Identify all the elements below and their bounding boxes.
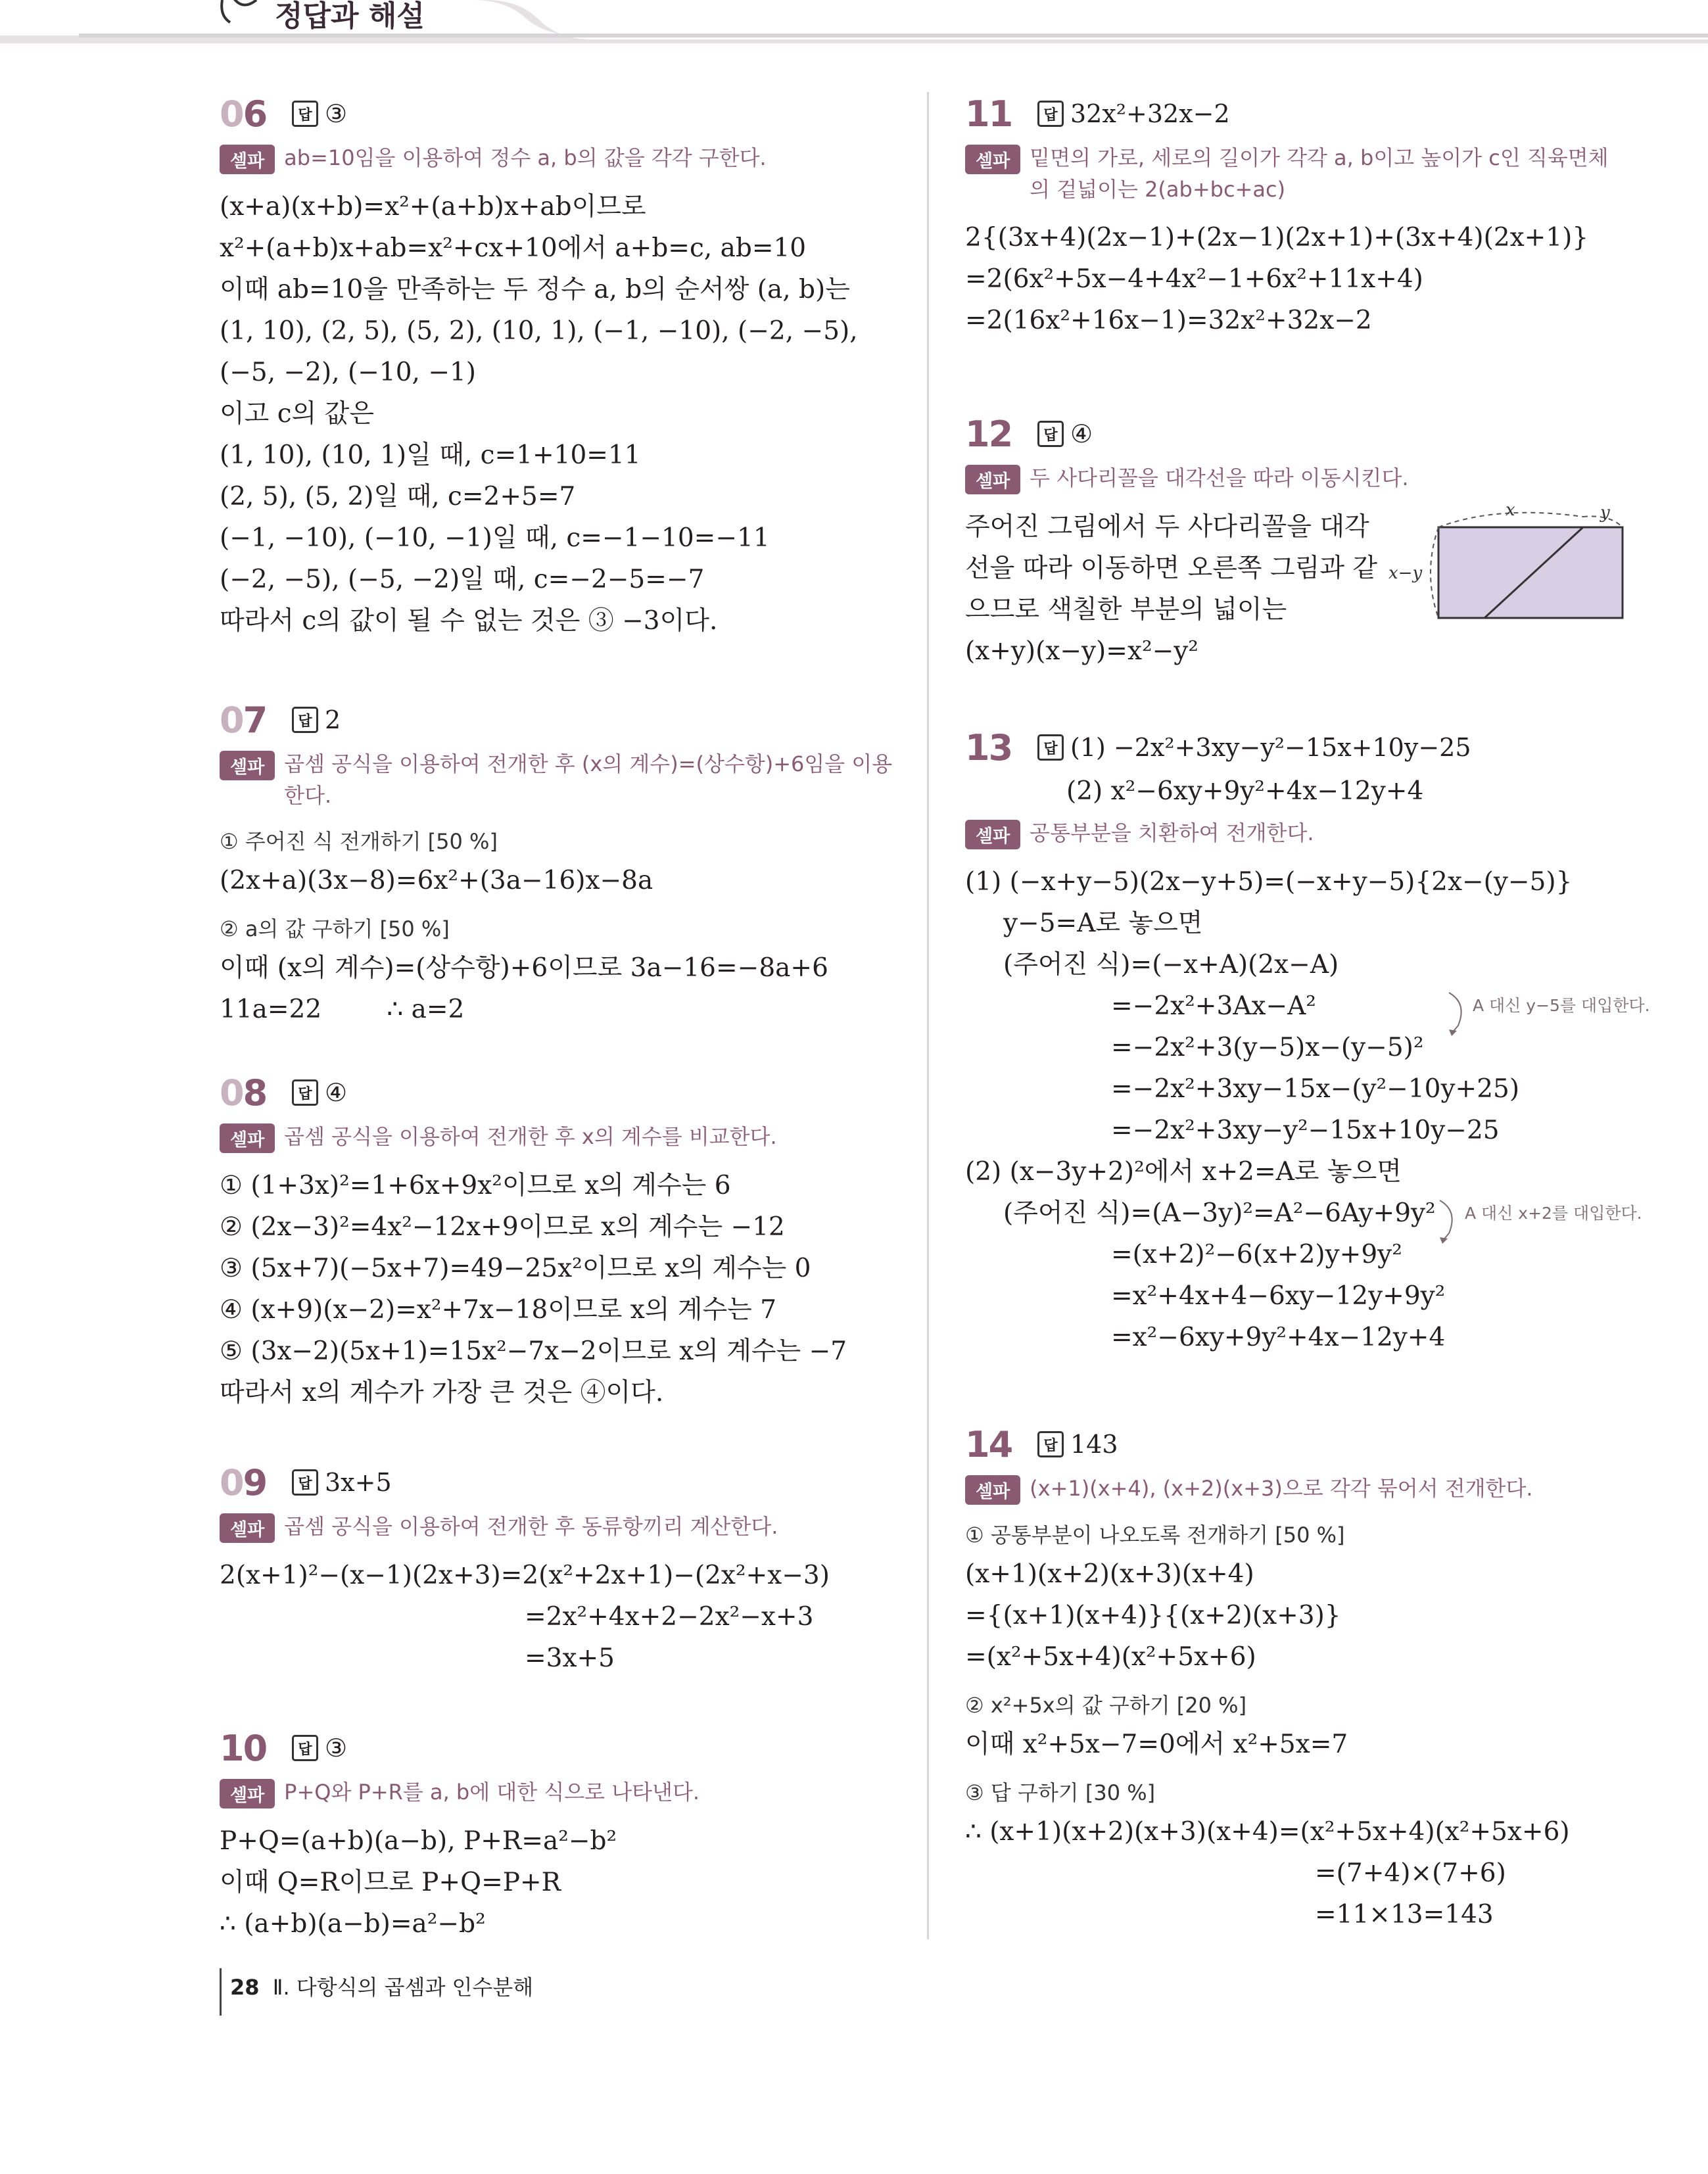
grading-step: ② a의 값 구하기 [50 %] xyxy=(220,916,450,941)
solution-line: (x+y)(x−y)=x²−y² xyxy=(965,636,1198,666)
problem-07 xyxy=(220,697,903,1030)
solution-line: =(x²+5x+4)(x²+5x+6) xyxy=(965,1642,1256,1672)
solution-line: 선을 따라 이동하면 오른쪽 그림과 같 xyxy=(965,554,1378,583)
solution-line: (−5, −2), (−10, −1) xyxy=(220,358,477,387)
problem-12 xyxy=(965,411,1649,672)
solution-line: (1) (−x+y−5)(2x−y+5)=(−x+y−5){2x−(y−5)} xyxy=(965,867,1573,897)
answer-value: (2) x²−6xy+9y²+4x−12y+4 xyxy=(1066,776,1424,806)
solution-line: =2(16x²+16x−1)=32x²+32x−2 xyxy=(965,306,1372,335)
answer-value: ④ xyxy=(1070,419,1093,448)
page-number: 28 xyxy=(230,1975,260,2000)
problem-number: 13 xyxy=(965,726,1012,768)
answer-icon: 답 xyxy=(292,707,318,733)
answer-value: ④ xyxy=(325,1078,348,1107)
problem-14 xyxy=(965,1421,1649,1935)
right-column xyxy=(965,91,1649,1935)
solution-line: 따라서 c의 값이 될 수 없는 것은 ③ −3이다. xyxy=(220,606,718,636)
solution-line: (−2, −5), (−5, −2)일 때, c=−2−5=−7 xyxy=(220,565,705,594)
solution-line: (2) (x−3y+2)²에서 x+2=A로 놓으면 xyxy=(965,1157,1402,1187)
solution-line: ={(x+1)(x+4)}{(x+2)(x+3)} xyxy=(965,1601,1341,1630)
problem-09 xyxy=(220,1459,903,1679)
solution-line: ③ (5x+7)(−5x+7)=49−25x²이므로 x의 계수는 0 xyxy=(220,1254,811,1283)
solution-line: ① (1+3x)²=1+6x+9x²이므로 x의 계수는 6 xyxy=(220,1171,731,1200)
solution-line: (주어진 식)=(−x+A)(2x−A) xyxy=(1003,950,1339,980)
solution-line: =x²−6xy+9y²+4x−12y+4 xyxy=(1111,1323,1446,1352)
answer-icon: 답 xyxy=(1037,734,1064,761)
solution-line: 이때 (x의 계수)=(상수항)+6이므로 3a−16=−8a+6 xyxy=(220,953,828,983)
solution-line: =2x²+4x+2−2x²−x+3 xyxy=(525,1602,814,1632)
tip-badge: 셀파 xyxy=(965,145,1020,174)
page-footer xyxy=(221,1971,533,2001)
tip-text: 밑면의 가로, 세로의 길이가 각각 a, b이고 높이가 c인 직육면체의 겉넓이는 2(ab+bc+ac) xyxy=(1030,145,1609,202)
grading-step: ② x²+5x의 값 구하기 [20 %] xyxy=(965,1693,1247,1718)
answer-icon: 답 xyxy=(292,1735,318,1761)
curved-arrow-icon xyxy=(1436,1198,1462,1250)
answer-icon: 답 xyxy=(1037,421,1064,447)
solution-line: 이때 x²+5x−7=0에서 x²+5x=7 xyxy=(965,1730,1348,1759)
solution-line: 주어진 그림에서 두 사다리꼴을 대각 xyxy=(965,512,1369,542)
solution-line: 이고 c의 값은 xyxy=(220,399,375,429)
tip-text: 곱셈 공식을 이용하여 전개한 후 동류항끼리 계산한다. xyxy=(284,1514,778,1539)
solution-line: =−2x²+3xy−15x−(y²−10y+25) xyxy=(1111,1074,1520,1104)
answer-value: (1) −2x²+3xy−y²−15x+10y−25 xyxy=(1070,733,1471,762)
solution-line: 이때 ab=10을 만족하는 두 정수 a, b의 순서쌍 (a, b)는 xyxy=(220,275,850,304)
solution-line: y−5=A로 놓으면 xyxy=(1003,909,1203,938)
problem-number: 14 xyxy=(965,1423,1012,1465)
answer-icon: 답 xyxy=(1037,1431,1064,1457)
grading-step: ① 공통부분이 나오도록 전개하기 [50 %] xyxy=(965,1523,1345,1548)
problem-number: 08 xyxy=(220,1072,267,1114)
grading-step: ① 주어진 식 전개하기 [50 %] xyxy=(220,829,498,854)
problem-number: 09 xyxy=(220,1461,267,1503)
figure-label-x: x xyxy=(1506,500,1515,520)
tip-text: 공통부분을 치환하여 전개한다. xyxy=(1030,820,1314,845)
tip-text: 곱셈 공식을 이용하여 전개한 후 (x의 계수)=(상수항)+6임을 이용한다. xyxy=(284,751,893,808)
answer-value: ③ xyxy=(325,1734,348,1762)
solution-line: 이때 Q=R이므로 P+Q=P+R xyxy=(220,1868,561,1897)
left-column xyxy=(220,91,903,1945)
answer-icon: 답 xyxy=(1037,101,1064,127)
answer-value: 32x²+32x−2 xyxy=(1070,99,1230,128)
answer-value: 143 xyxy=(1070,1430,1118,1459)
tip-badge: 셀파 xyxy=(965,1475,1020,1505)
problem-number: 11 xyxy=(965,93,1012,135)
solution-line: =11×13=143 xyxy=(1315,1900,1494,1929)
problem-08 xyxy=(220,1070,903,1413)
solution-line: (2, 5), (5, 2)일 때, c=2+5=7 xyxy=(220,482,576,511)
figure-label-side: x−y xyxy=(1388,563,1423,583)
solution-line: (x+1)(x+2)(x+3)(x+4) xyxy=(965,1559,1254,1589)
annotation-note: A 대신 x+2를 대입한다. xyxy=(1465,1204,1642,1223)
answer-icon: 답 xyxy=(292,1079,318,1106)
tip-text: ab=10임을 이용하여 정수 a, b의 값을 각각 구한다. xyxy=(284,145,767,170)
problem-13 xyxy=(965,724,1649,1358)
solution-line: ⑤ (3x−2)(5x+1)=15x²−7x−2이므로 x의 계수는 −7 xyxy=(220,1336,847,1366)
solution-line: =−2x²+3Ax−A² xyxy=(1111,991,1316,1021)
tip-badge: 셀파 xyxy=(220,1513,275,1543)
solution-line: ∴ (a+b)(a−b)=a²−b² xyxy=(220,1909,486,1939)
header-logo-icon xyxy=(217,0,263,29)
tip-badge: 셀파 xyxy=(220,145,275,174)
rectangle-figure xyxy=(1386,500,1649,631)
problem-number: 06 xyxy=(220,93,267,135)
solution-line: 으므로 색칠한 부분의 넓이는 xyxy=(965,595,1287,625)
solution-line: (x+a)(x+b)=x²+(a+b)x+ab이므로 xyxy=(220,192,646,222)
solution-line: (주어진 식)=(A−3y)²=A²−6Ay+9y² xyxy=(1003,1198,1436,1228)
tip-text: P+Q와 P+R를 a, b에 대한 식으로 나타낸다. xyxy=(284,1780,700,1805)
solution-line: P+Q=(a+b)(a−b), P+R=a²−b² xyxy=(220,1826,617,1856)
answer-icon: 답 xyxy=(292,101,318,127)
annotation-note: A 대신 y−5를 대입한다. xyxy=(1473,996,1650,1015)
tip-text: 두 사다리꼴을 대각선을 따라 이동시킨다. xyxy=(1030,465,1409,490)
solution-line: ∴ (x+1)(x+2)(x+3)(x+4)=(x²+5x+4)(x²+5x+6) xyxy=(965,1817,1570,1847)
problem-number: 12 xyxy=(965,413,1012,455)
tip-text: (x+1)(x+4), (x+2)(x+3)으로 각각 묶어서 전개한다. xyxy=(1030,1476,1533,1501)
answer-value: 3x+5 xyxy=(325,1468,392,1497)
tip-badge: 셀파 xyxy=(965,820,1020,849)
solution-line: =(7+4)×(7+6) xyxy=(1315,1858,1506,1888)
problem-10 xyxy=(220,1725,903,1945)
curved-arrow-icon xyxy=(1445,990,1471,1043)
solution-line: 따라서 x의 계수가 가장 큰 것은 ④이다. xyxy=(220,1378,664,1407)
answer-value: ③ xyxy=(325,99,348,128)
answer-value: 2 xyxy=(325,705,341,734)
solution-line: (1, 10), (2, 5), (5, 2), (10, 1), (−1, −10), (−2, −5), xyxy=(220,316,858,346)
solution-line: 2{(3x+4)(2x−1)+(2x−1)(2x+1)+(3x+4)(2x+1)} xyxy=(965,223,1589,252)
solution-line: (−1, −10), (−10, −1)일 때, c=−1−10=−11 xyxy=(220,523,770,553)
figure-label-y: y xyxy=(1600,503,1610,523)
solution-line: =(x+2)²−6(x+2)y+9y² xyxy=(1111,1240,1402,1269)
solution-line: 2(x+1)²−(x−1)(2x+3)=2(x²+2x+1)−(2x²+x−3) xyxy=(220,1561,830,1590)
solution-line: =x²+4x+4−6xy−12y+9y² xyxy=(1111,1281,1446,1311)
column-divider xyxy=(927,92,929,1939)
solution-line: (2x+a)(3x−8)=6x²+(3a−16)x−8a xyxy=(220,866,653,895)
tip-badge: 셀파 xyxy=(220,751,275,780)
answer-icon: 답 xyxy=(292,1469,318,1496)
tip-badge: 셀파 xyxy=(220,1779,275,1808)
problem-11 xyxy=(965,91,1649,341)
solution-line: =−2x²+3(y−5)x−(y−5)² xyxy=(1111,1033,1424,1062)
header-title: 정답과 해설 xyxy=(275,0,425,33)
tip-text: 곱셈 공식을 이용하여 전개한 후 x의 계수를 비교한다. xyxy=(284,1124,777,1149)
problem-number: 10 xyxy=(220,1727,267,1769)
tip-badge: 셀파 xyxy=(220,1123,275,1153)
problem-number: 07 xyxy=(220,699,267,741)
solution-line: 11a=22 ∴ a=2 xyxy=(220,995,465,1024)
solution-line: x²+(a+b)x+ab=x²+cx+10에서 a+b=c, ab=10 xyxy=(220,233,807,263)
solution-line: =2(6x²+5x−4+4x²−1+6x²+11x+4) xyxy=(965,264,1423,294)
solution-line: ④ (x+9)(x−2)=x²+7x−18이므로 x의 계수는 7 xyxy=(220,1295,777,1325)
solution-line: =3x+5 xyxy=(525,1643,615,1673)
chapter-title: Ⅱ. 다항식의 곱셈과 인수분해 xyxy=(272,1975,534,2000)
solution-line: =−2x²+3xy−y²−15x+10y−25 xyxy=(1111,1116,1500,1145)
solution-line: ② (2x−3)²=4x²−12x+9이므로 x의 계수는 −12 xyxy=(220,1212,785,1242)
problem-06 xyxy=(220,91,903,642)
grading-step: ③ 답 구하기 [30 %] xyxy=(965,1780,1156,1805)
tip-badge: 셀파 xyxy=(965,465,1020,494)
solution-line: (1, 10), (10, 1)일 때, c=1+10=11 xyxy=(220,440,641,470)
